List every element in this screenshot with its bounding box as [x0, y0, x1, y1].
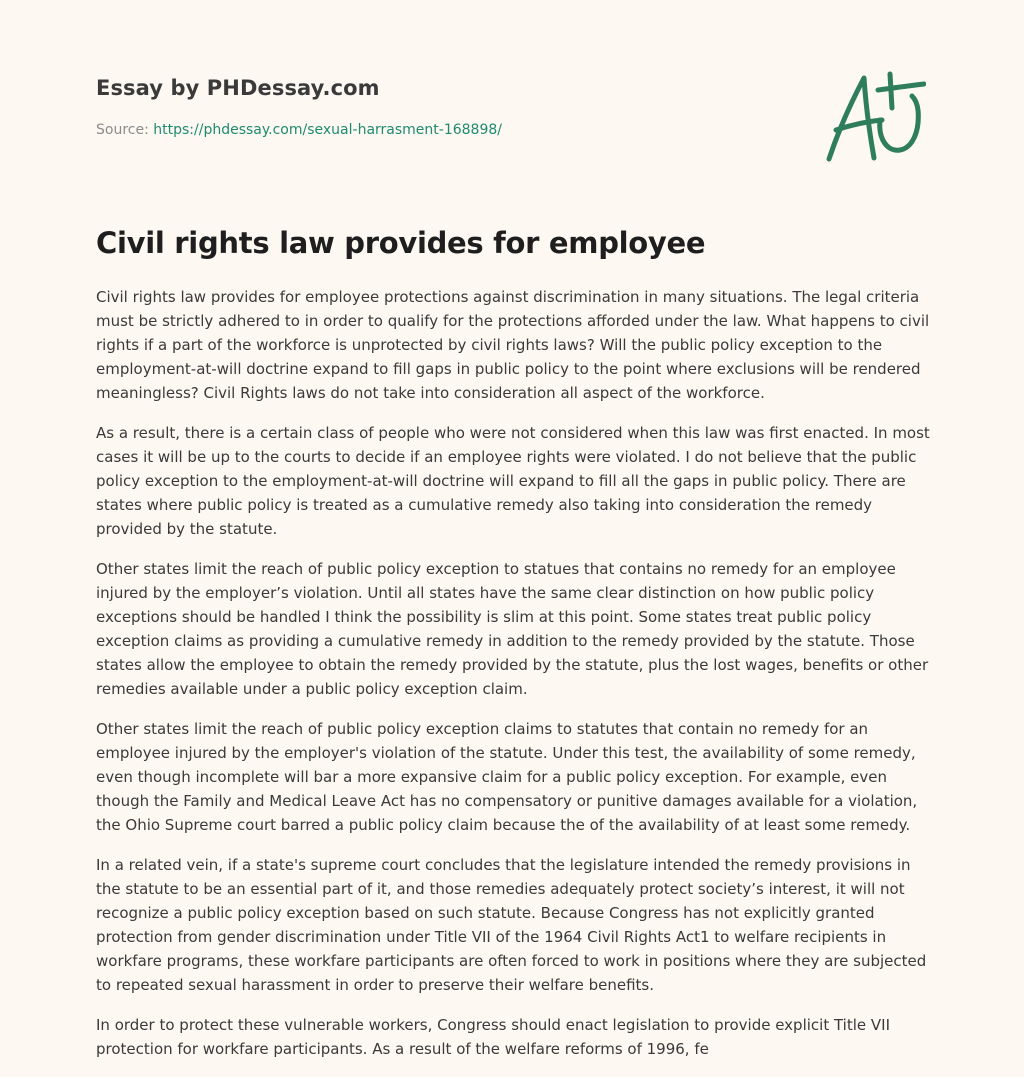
paragraph: As a result, there is a certain class of people who were not considered when this law was first enacted. In most cases it will be up to the courts to decide if an employee rights were violated. I do not believe that the public policy exception to the employment-at-will doctrine will expand to fill all the gaps in public policy. There are states where public policy is treated as a cumulative remedy also taking into consideration the remedy provided by the statute. — [96, 424, 930, 538]
a-plus-logo-icon — [822, 68, 926, 164]
paragraph: Other states limit the reach of public policy exception to statues that contains no remedy for an employee injured by the employer’s violation. Until all states have the same clear distinction on how public policy exceptions should be handled I think the possibility is slim at this point. Some states treat public policy exception claims as providing a cumulative remedy in addition to the remedy provided by the statute. Those states allow the employee to obtain the remedy provided by the statute, plus the lost wages, benefits or other remedies available under a public policy exception claim. — [96, 560, 929, 698]
source-line — [96, 122, 502, 138]
site-brand: Essay by PHDessay.com — [96, 76, 380, 100]
paragraph: Civil rights law provides for employee protections against discrimination in many situations. The legal criteria must be strictly adhered to in order to qualify for the protections afforded under the law. What happens to civil rights if a part of the workforce is unprotected by civil rights laws? Will the public policy exception to the employment-at-will doctrine expand to fill gaps in public policy to the point where exclusions will be rendered meaningless? Civil Rights laws do not take into consideration all aspect of the workforce. — [96, 288, 930, 402]
paragraph: In order to protect these vulnerable workers, Congress should enact legislation to provide explicit Title VII protection for workfare participants. As a result of the welfare reforms of 1996, fe — [96, 1016, 891, 1058]
essay-title: Civil rights law provides for employee — [96, 226, 706, 260]
header — [96, 76, 502, 138]
paragraph: In a related vein, if a state's supreme court concludes that the legislature intended the remedy provisions in the statute to be an essential part of it, and those remedies adequately protect society’s interest, it will not recognize a public policy exception based on such statute. Because Congress has not explicitly granted protection from gender discrimination under Title VII of the 1964 Civil Rights Act1 to welfare recipients in workfare programs, these workfare participants are often forced to work in positions where they are subjected to repeated sexual harassment in order to preserve their welfare benefits. — [96, 856, 927, 994]
source-label: Source: — [96, 122, 154, 138]
paragraph: Other states limit the reach of public policy exception claims to statutes that contain no remedy for an employee injured by the employer's violation of the statute. Under this test, the availability of some remedy, even though incomplete will bar a more expansive claim for a public policy exception. For example, even though the Family and Medical Leave Act has no compensatory or punitive damages available for a violation, the Ohio Supreme court barred a public policy claim because the of the availability of at least some remedy. — [96, 720, 918, 834]
source-link[interactable]: https://phdessay.com/sexual-harrasment-168898/ — [153, 122, 502, 138]
essay-body — [96, 285, 930, 1077]
